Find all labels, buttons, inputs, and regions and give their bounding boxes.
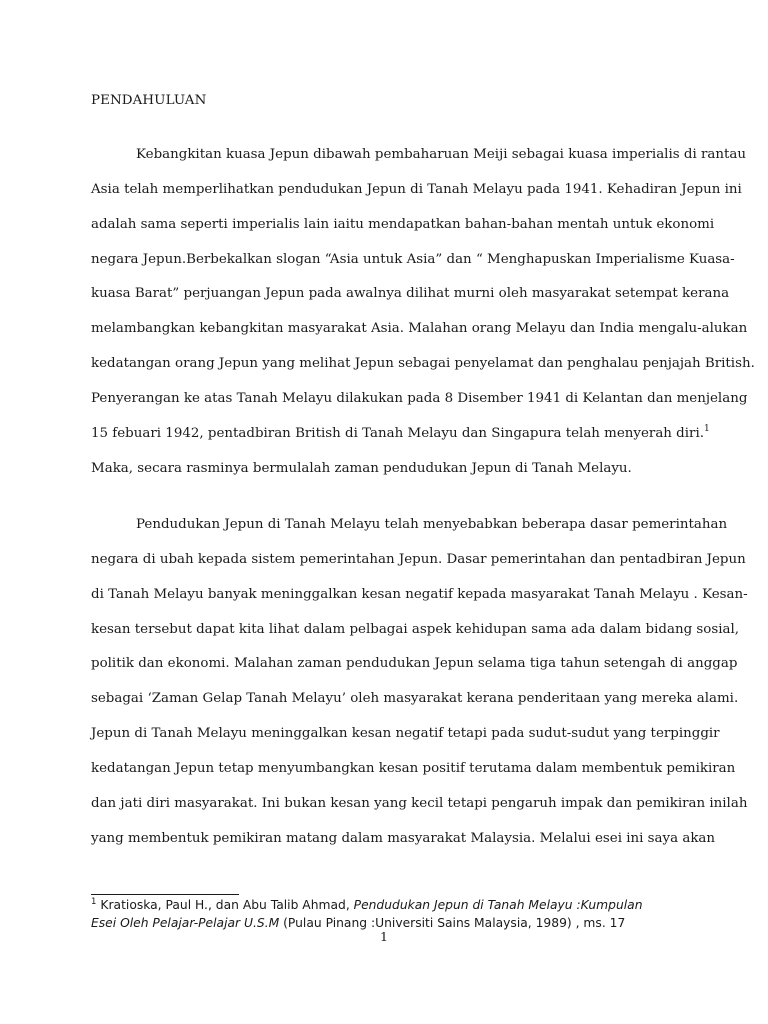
paragraph-line: Jepun di Tanah Melayu meninggalkan kesan negatif tetapi pada sudut-sudut yang terpinggir — [91, 726, 720, 742]
footnote-authors: Kratioska, Paul H., dan Abu Talib Ahmad, — [100, 898, 354, 912]
paragraph-line: kuasa Barat” perjuangan Jepun pada awalnya dilihat murni oleh masyarakat setempat kerana — [91, 286, 730, 302]
paragraph-line: melambangkan kebangkitan masyarakat Asia. Malahan orang Melayu dan India mengalu-alukan — [91, 321, 748, 337]
section-heading: PENDAHULUAN — [91, 93, 207, 108]
paragraph-line: yang membentuk pemikiran matang dalam masyarakat Malaysia. Melalui esei ini saya akan — [91, 830, 716, 846]
paragraph-line: adalah sama seperti imperialis lain iaitu mendapatkan bahan-bahan mentah untuk ekonomi — [91, 216, 715, 232]
paragraph-line: sebagai ‘Zaman Gelap Tanah Melayu’ oleh masyarakat kerana penderitaan yang mereka alami. — [91, 691, 739, 707]
footnote-title-part-1: Pendudukan Jepun di Tanah Melayu :Kumpulan — [353, 898, 643, 912]
paragraph-line-text: 15 febuari 1942, pentadbiran British di Tanah Melayu dan Singapura telah menyerah diri. — [91, 425, 704, 441]
paragraph-line: Pendudukan Jepun di Tanah Melayu telah menyebabkan beberapa dasar pemerintahan — [136, 517, 728, 532]
footnote-line-1 — [91, 896, 691, 914]
footnote-publication: (Pulau Pinang :Universiti Sains Malaysia, 1989) , ms. 17 — [279, 916, 626, 930]
footnote-title-part-2: Esei Oleh Pelajar-Pelajar U.S.M — [91, 916, 280, 930]
footnote — [91, 896, 691, 932]
paragraph-line: Kebangkitan kuasa Jepun dibawah pembaharuan Meiji sebagai kuasa imperialis di rantau — [136, 147, 746, 162]
paragraph-line: Maka, secara rasminya bermulalah zaman pendudukan Jepun di Tanah Melayu. — [91, 460, 632, 476]
paragraph-line: dan jati diri masyarakat. Ini bukan kesan yang kecil tetapi pengaruh impak dan pemikiran inilah — [91, 795, 748, 811]
footnote-separator — [91, 894, 239, 895]
paragraph-2 — [91, 508, 748, 856]
paragraph-line: di Tanah Melayu banyak meninggalkan kesan negatif kepada masyarakat Tanah Melayu . Kesan- — [91, 586, 748, 602]
paragraph-1 — [91, 138, 755, 486]
footnote-reference[interactable]: 1 — [703, 423, 710, 434]
paragraph-line: politik dan ekonomi. Malahan zaman pendudukan Jepun selama tiga tahun setengah di anggap — [91, 656, 738, 672]
paragraph-line-with-footnote — [91, 417, 710, 452]
page-number: 1 — [380, 929, 388, 944]
paragraph-line: negara Jepun.Berbekalkan slogan “Asia untuk Asia” dan “ Menghapuskan Imperialisme Kuasa- — [91, 251, 735, 267]
paragraph-line: kedatangan Jepun tetap menyumbangkan kesan positif terutama dalam membentuk pemikiran — [91, 760, 736, 776]
paragraph-line: kedatangan orang Jepun yang melihat Jepun sebagai penyelamat dan penghalau penjajah British. — [91, 356, 755, 372]
paragraph-line: negara di ubah kepada sistem pemerintahan Jepun. Dasar pemerintahan dan pentadbiran Jepun — [91, 551, 746, 567]
paragraph-line: Asia telah memperlihatkan pendudukan Jepun di Tanah Melayu pada 1941. Kehadiran Jepun ini — [91, 181, 742, 197]
paragraph-line: kesan tersebut dapat kita lihat dalam pelbagai aspek kehidupan sama ada dalam bidang sosial, — [91, 621, 740, 637]
footnote-number: 1 — [91, 897, 97, 907]
paragraph-line: Penyerangan ke atas Tanah Melayu dilakukan pada 8 Disember 1941 di Kelantan dan menjelang — [91, 390, 748, 406]
